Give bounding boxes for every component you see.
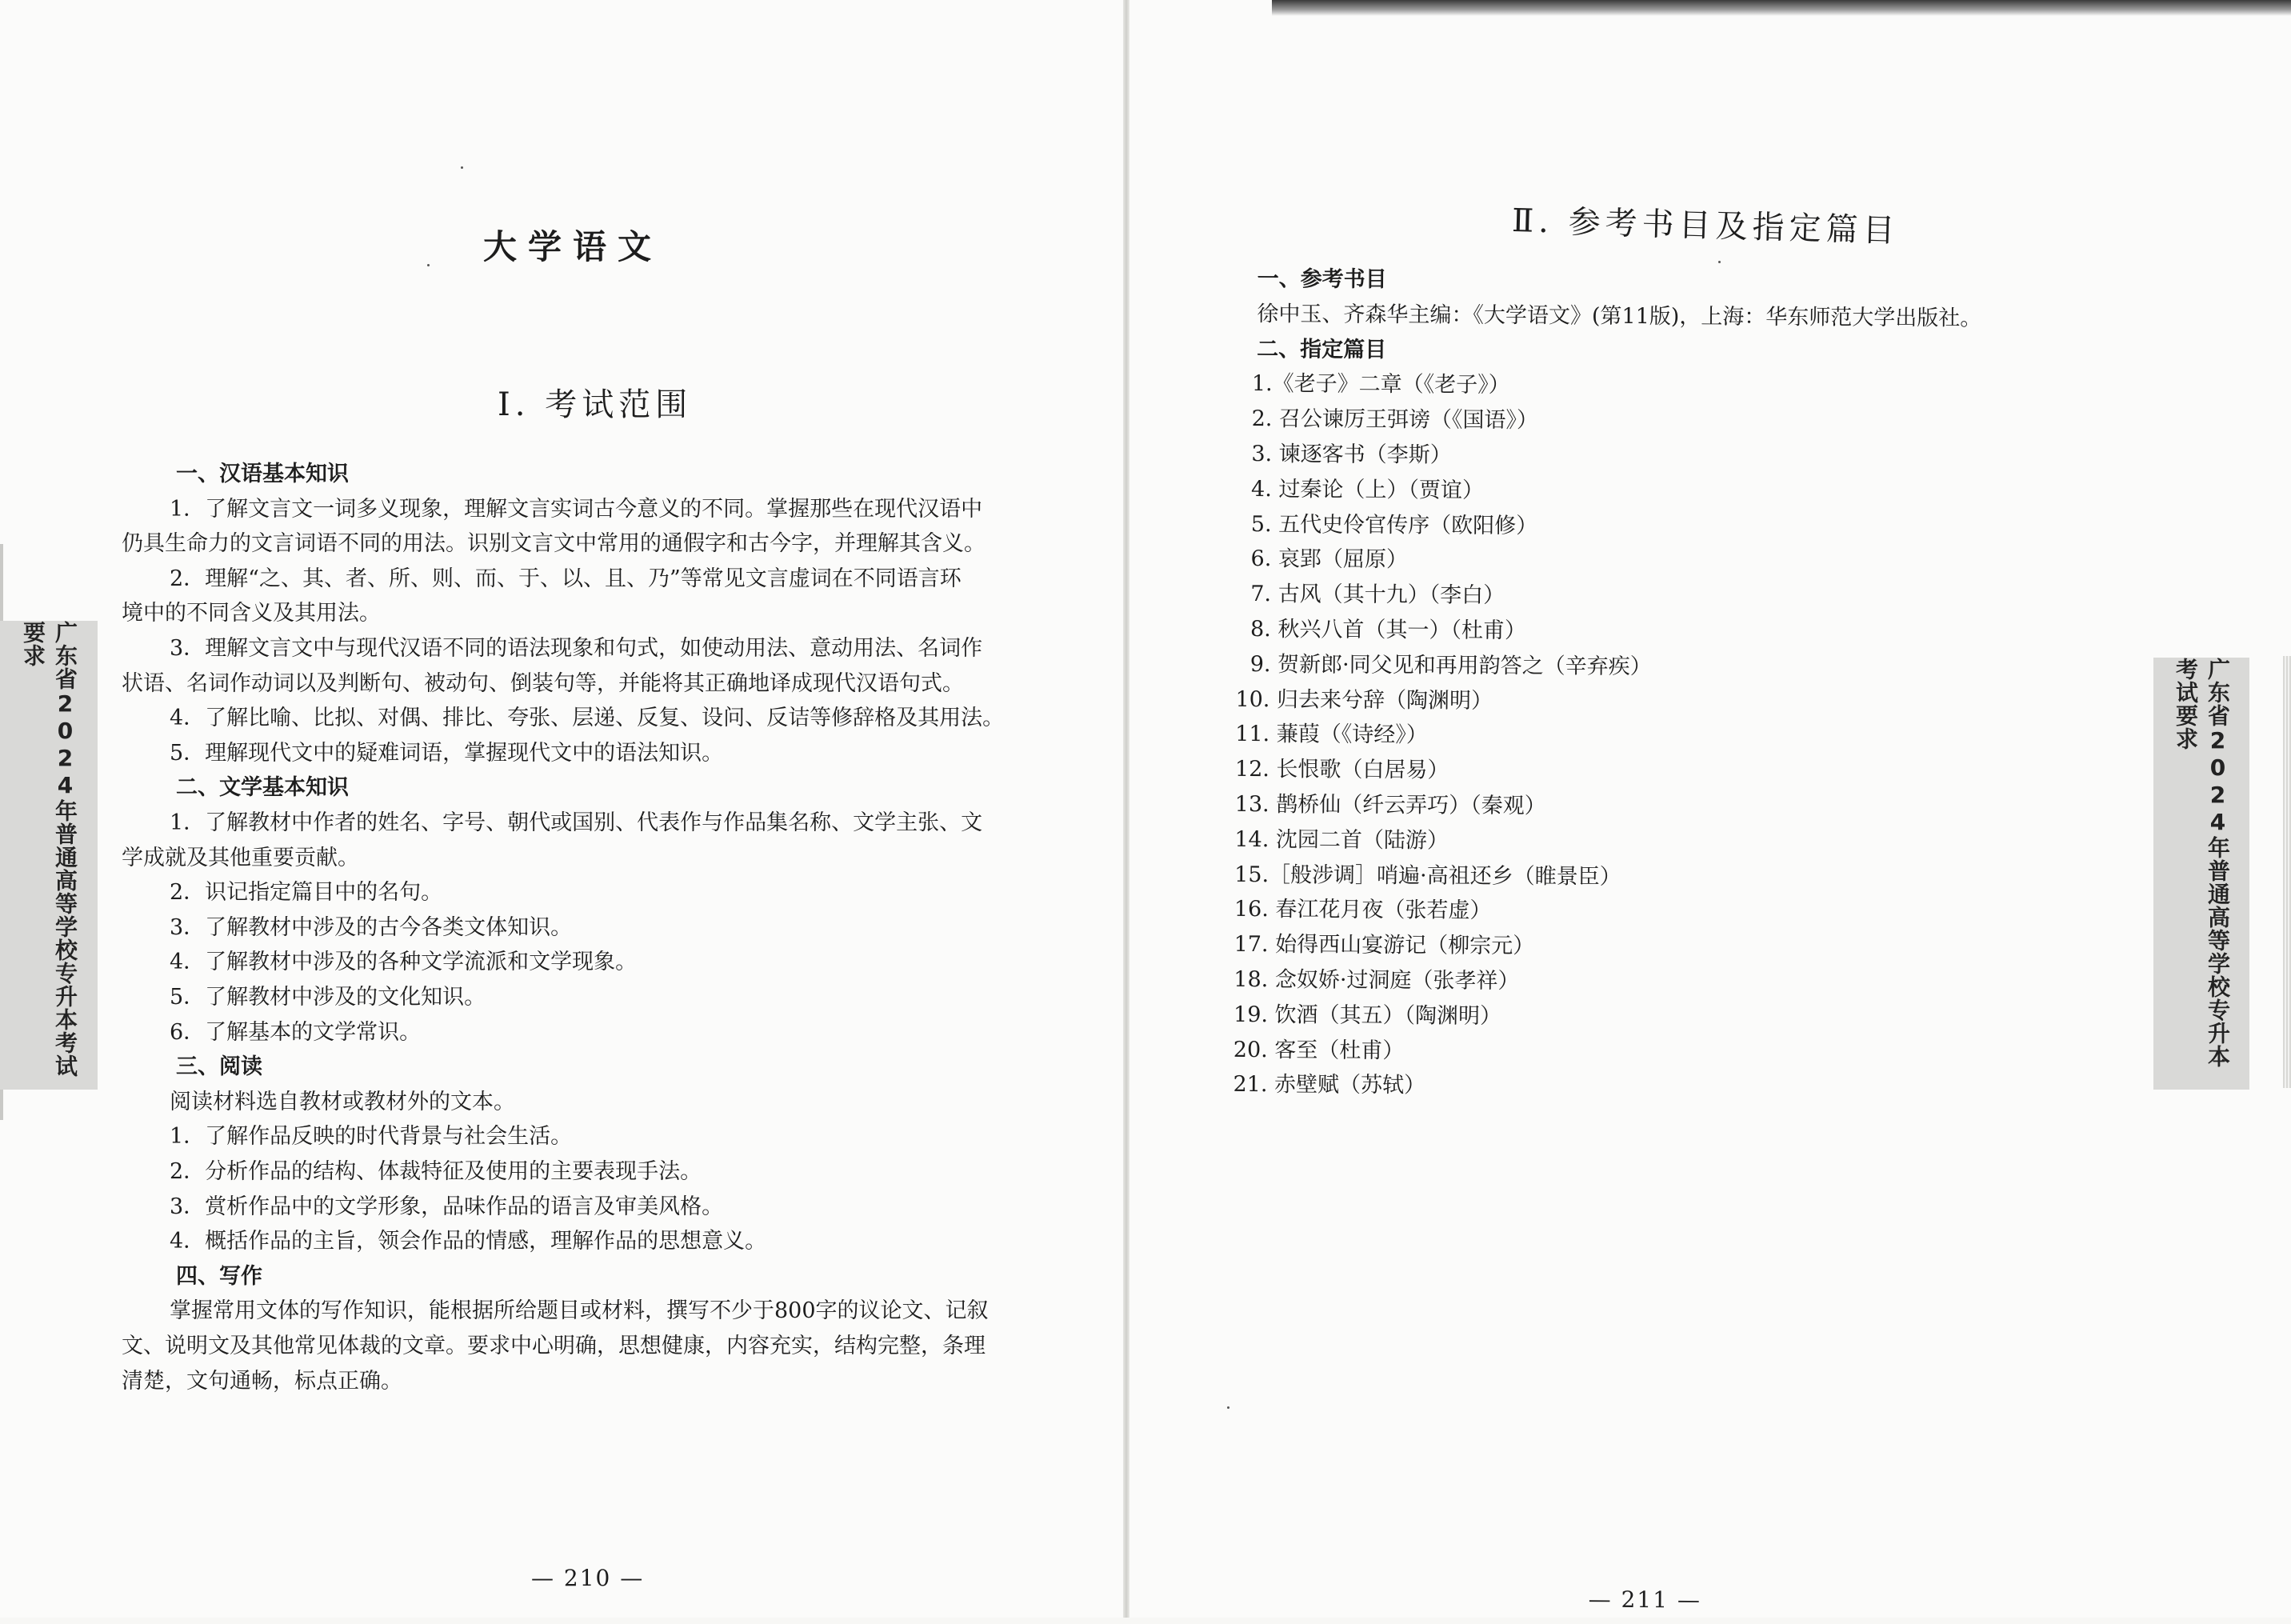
text-line: 清楚，文句通畅，标点正确。	[122, 1368, 402, 1394]
section-heading: 三、阅读	[176, 1054, 262, 1080]
book-title: 大学语文	[483, 227, 663, 266]
text-line: 6. 哀郢（屈原）	[1250, 546, 1408, 573]
section-heading: 一、汉语基本知识	[176, 462, 349, 486]
text-line: 19. 饮酒（其五）（陶渊明）	[1233, 1002, 1502, 1029]
text-line: 18. 念奴娇·过洞庭（张孝祥）	[1233, 966, 1520, 994]
text-line: 13. 鹊桥仙（纤云弄巧）（秦观）	[1234, 791, 1546, 819]
text-line: 4. 过秦论（上）（贾谊）	[1251, 476, 1485, 503]
text-line: 状语、名词作动词以及判断句、被动句、倒装句等，并能将其正确地译成现代汉语句式。	[122, 670, 964, 696]
section-title-scope: Ⅰ. 考试范围	[498, 386, 693, 423]
section-heading: 四、写作	[176, 1263, 262, 1289]
text-line: 文、说明文及其他常见体裁的文章。要求中心明确，思想健康，内容充实，结构完整，条理	[122, 1334, 986, 1358]
text-line: 7. 古风（其十九）（李白）	[1250, 582, 1505, 609]
text-line: 1．了解教材中作者的姓名、字号、朝代或国别、代表作与作品集名称、文学主张、文	[170, 810, 983, 835]
page-number-right: — 211 —	[1588, 1586, 1701, 1614]
side-tab-right: 广东省2024年普通高等学校专升本考试要求	[2153, 658, 2249, 1090]
text-line: 11. 蒹葭（《诗经》）	[1235, 722, 1428, 748]
text-line: 4．了解教材中涉及的各种文学流派和文学现象。	[170, 950, 638, 975]
text-line: 3. 谏逐客书（李斯）	[1251, 442, 1452, 468]
text-line: 5．理解现代文中的疑难词语，掌握现代文中的语法知识。	[170, 740, 724, 766]
text-line: 3．理解文言文中与现代汉语不同的语法现象和句式，如使动用法、意动用法、名词作	[170, 636, 983, 661]
text-line: 1．了解文言文一词多义现象，理解文言实词古今意义的不同。掌握那些在现代汉语中	[170, 496, 983, 522]
page-number-left: — 210 —	[531, 1565, 645, 1591]
text-line: 2．分析作品的结构、体裁特征及使用的主要表现手法。	[170, 1159, 702, 1184]
text-line: 9. 贺新郎·同父见和再用韵答之（辛弃疾）	[1249, 651, 1652, 679]
section-title-references: Ⅱ. 参考书目及指定篇目	[1511, 202, 1901, 250]
text-line: 2. 召公谏厉王弭谤（《国语》）	[1251, 406, 1539, 434]
text-line: 10. 归去来兮辞（陶渊明）	[1235, 686, 1493, 714]
text-line: 1.《老子》二章（《老子》）	[1251, 371, 1510, 398]
section-heading: 二、指定篇目	[1257, 336, 1387, 362]
section-heading: 一、参考书目	[1257, 266, 1387, 293]
text-line: 境中的不同含义及其用法。	[122, 601, 381, 626]
text-line: 阅读材料选自教材或教材外的文本。	[170, 1089, 515, 1114]
text-line: 5．了解教材中涉及的文化知识。	[170, 985, 486, 1010]
text-line: 17. 始得西山宴游记（柳宗元）	[1233, 932, 1535, 959]
text-line: 3．赏析作品中的文学形象，品味作品的语言及审美风格。	[170, 1194, 724, 1219]
text-line: 2．理解“之、其、者、所、则、而、于、以、且、乃”等常见文言虚词在不同语言环	[170, 566, 962, 591]
text-line: 12. 长恨歌（白居易）	[1234, 757, 1449, 783]
text-line: 8. 秋兴八首（其一）（杜甫）	[1249, 617, 1526, 644]
text-line: 仍具生命力的文言词语不同的用法。识别文言文中常用的通假字和古今字，并理解其含义。	[122, 531, 986, 557]
text-line: 5. 五代史伶官传序（欧阳修）	[1250, 511, 1538, 538]
text-line: 学成就及其他重要贡献。	[122, 845, 359, 870]
text-line: 掌握常用文体的写作知识，能根据所给题目或材料，撰写不少于800字的议论文、记叙	[170, 1298, 989, 1324]
text-line: 2．识记指定篇目中的名句。	[170, 880, 443, 906]
text-line: 20. 客至（杜甫）	[1233, 1037, 1405, 1063]
text-line: 6．了解基本的文学常识。	[170, 1019, 422, 1045]
text-line: 15.［般涉调］哨遍·高祖还乡（睢景臣）	[1234, 862, 1621, 890]
section-heading: 二、文学基本知识	[176, 775, 349, 801]
text-line: 4．概括作品的主旨，领会作品的情感，理解作品的思想意义。	[170, 1229, 767, 1254]
text-line: 徐中玉、齐森华主编：《大学语文》(第11版)，上海：华东师范大学出版社。	[1257, 301, 1982, 331]
text-line: 3．了解教材中涉及的古今各类文体知识。	[170, 914, 573, 940]
text-line: 1．了解作品反映的时代背景与社会生活。	[170, 1124, 573, 1150]
text-line: 16. 春江花月夜（张若虚）	[1233, 897, 1492, 924]
text-line: 14. 沈园二首（陆游）	[1234, 826, 1449, 854]
text-line: 4．了解比喻、比拟、对偶、排比、夸张、层递、反复、设问、反诘等修辞格及其用法。	[170, 706, 1005, 731]
text-line: 21. 赤壁赋（苏轼）	[1233, 1072, 1426, 1098]
side-tab-left: 广东省2024年普通高等学校专升本考试要求	[0, 621, 98, 1090]
